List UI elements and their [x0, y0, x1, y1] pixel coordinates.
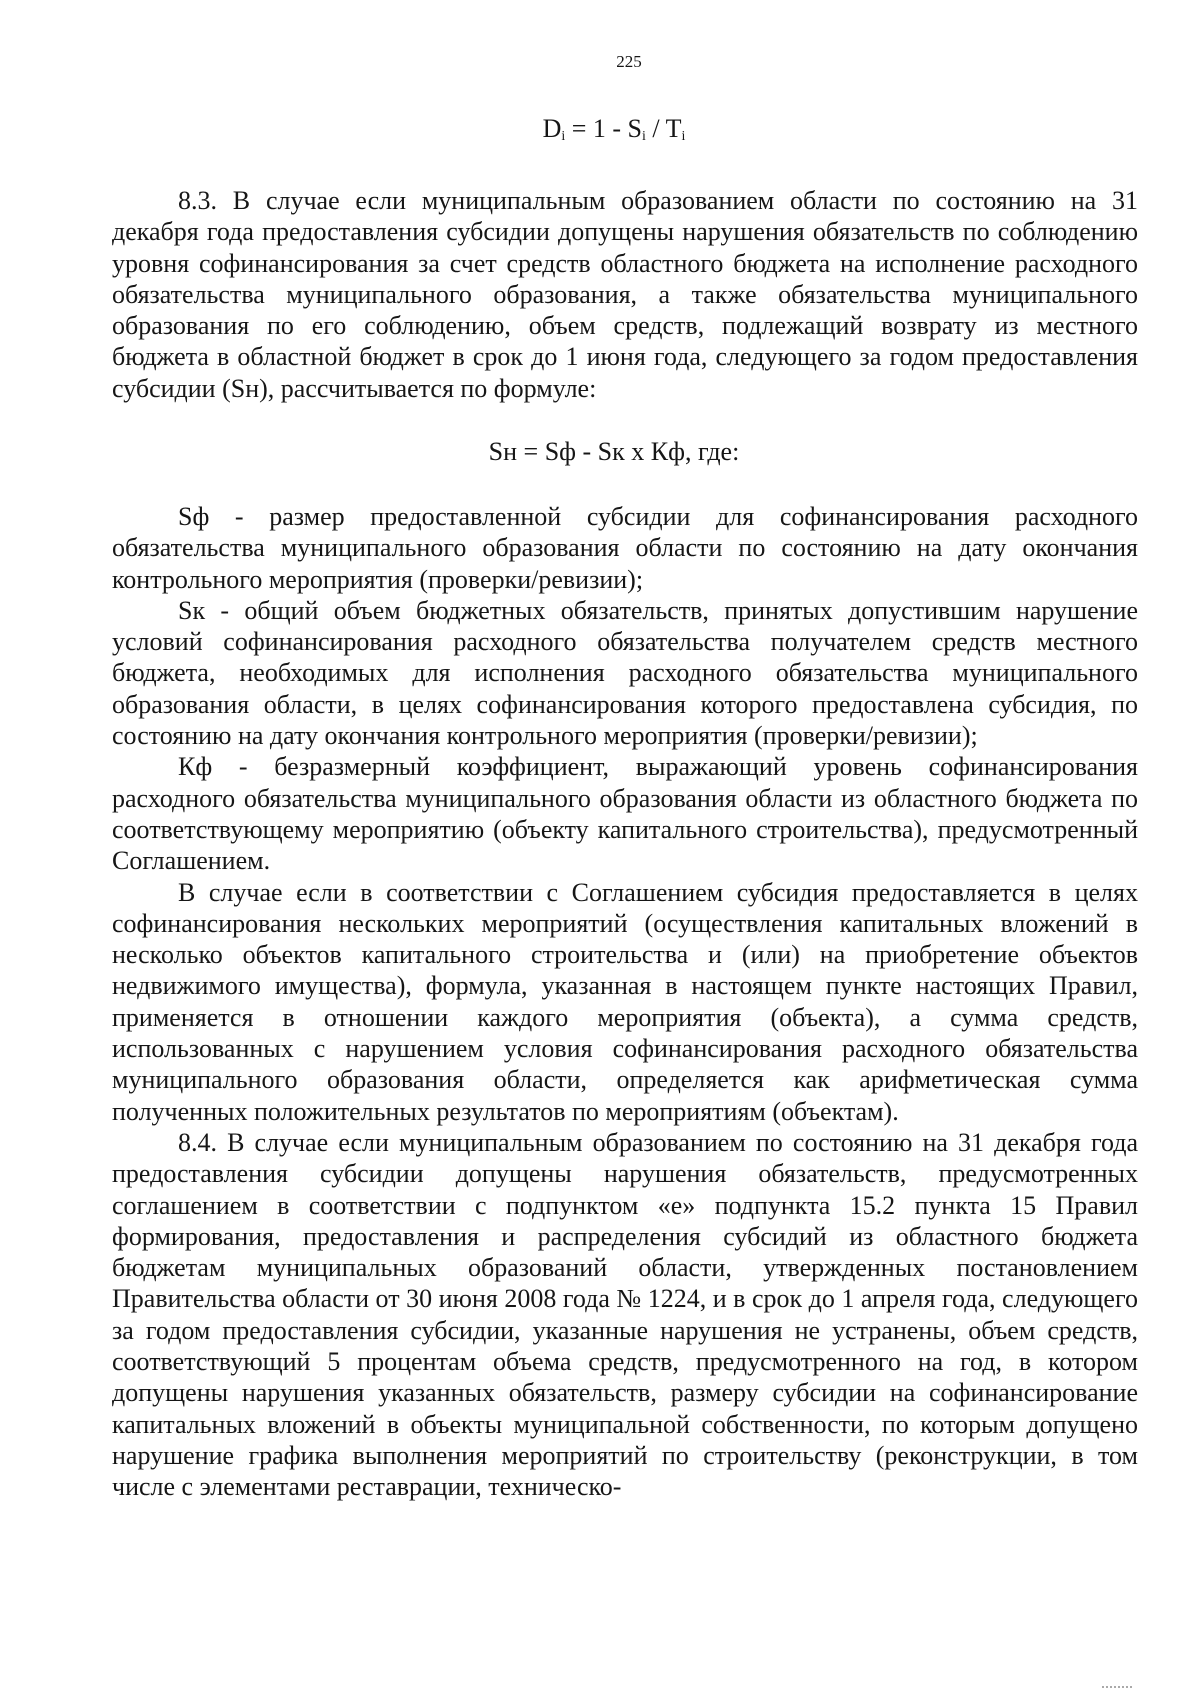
formula-d-sub-1: i [561, 129, 566, 144]
definitions-block [112, 501, 1138, 1503]
formula-s: Sн = Sф - Sк x Кф, где: [488, 437, 740, 466]
formula-d-sub-3: i [681, 129, 686, 144]
paragraph-multiple-events: В случае если в соответствии с Соглашением субсидия предоставляется в целях софинансирования нескольких мероприятий (осуществления капитальных вложений в несколько объектов капитального строительства и (или) на приобретение объектов недвижимого имущества), формула, указанная в настоящем пункте настоящих Правил, применяется в отношении каждого мероприятия (объекта), а сумма средств, использованных с нарушением условия софинансирования расходного обязательства муниципального образования области, определяется как арифметическая сумма полученных положительных результатов по мероприятиям (объектам). [112, 877, 1138, 1126]
section-8-4-paragraph: 8.4. В случае если муниципальным образованием по состоянию на 31 декабря года предоставления субсидии допущены нарушения обязательств, предусмотренных соглашением в соответствии с подпунктом «е» подпункта 15.2 пункта 15 Правил формирования, предоставления и распределения субсидий из областного бюджета бюджетам муниципальных образований области, утвержденных постановлением Правительства области от 30 июня 2008 года № 1224, и в срок до 1 апреля года, следующего за годом предоставления субсидии, указанные нарушения не устранены, объем средств, соответствующий 5 процентам объема средств, предусмотренного на год, в котором допущены нарушения указанных обязательств, размеру субсидии на софинансирование капитальных вложений в объекты муниципальной собственности, по которым допущено нарушение графика выполнения мероприятий по строительству (реконструкции, в том числе с элементами реставрации, техническо- [112, 1127, 1138, 1502]
definition-sf: Sф - размер предоставленной субсидии для софинансирования расходного обязательства муниципального образования области по состоянию на дату окончания контрольного мероприятия (проверки/ревизии); [112, 502, 1138, 594]
definition-sk: Sк - общий объем бюджетных обязательств, принятых допустившим нарушение условий софинансирования расходного обязательства получателем средств местного бюджета, необходимых для исполнения расходного обязательства муниципального образования области, в целях софинансирования которого предоставлена субсидия, по состоянию на дату окончания контрольного мероприятия (проверки/ревизии); [112, 595, 1138, 751]
definition-kf: Кф - безразмерный коэффициент, выражающий уровень софинансирования расходного обязательства муниципального образования области из областного бюджета по соответствующему мероприятию (объекту капитального строительства), предусмотренный Соглашением. [112, 752, 1138, 876]
formula-d-lhs: D [542, 114, 562, 143]
section-8-3-paragraph: 8.3. В случае если муниципальным образованием области по состоянию на 31 декабря года предоставления субсидии допущены нарушения обязательств по соблюдению уровня софинансирования за счет средств областного бюджета на исполнение расходного обязательства муниципального образования, а также обязательства муниципального образования по его соблюдению, объем средств, подлежащий возврату из местного бюджета в областной бюджет в срок до 1 июня года, следующего за годом предоставления субсидии (Sн), рассчитывается по формуле: [112, 186, 1138, 403]
page-number: 225 [616, 52, 642, 71]
scan-mark [1102, 1686, 1132, 1696]
formula-d-sub-2: i [642, 129, 646, 144]
formula-d-slash: / T [645, 114, 682, 143]
formula-d-middle: = 1 - S [565, 114, 643, 143]
formula-d [0, 114, 1200, 145]
section-8-3 [112, 185, 1138, 404]
